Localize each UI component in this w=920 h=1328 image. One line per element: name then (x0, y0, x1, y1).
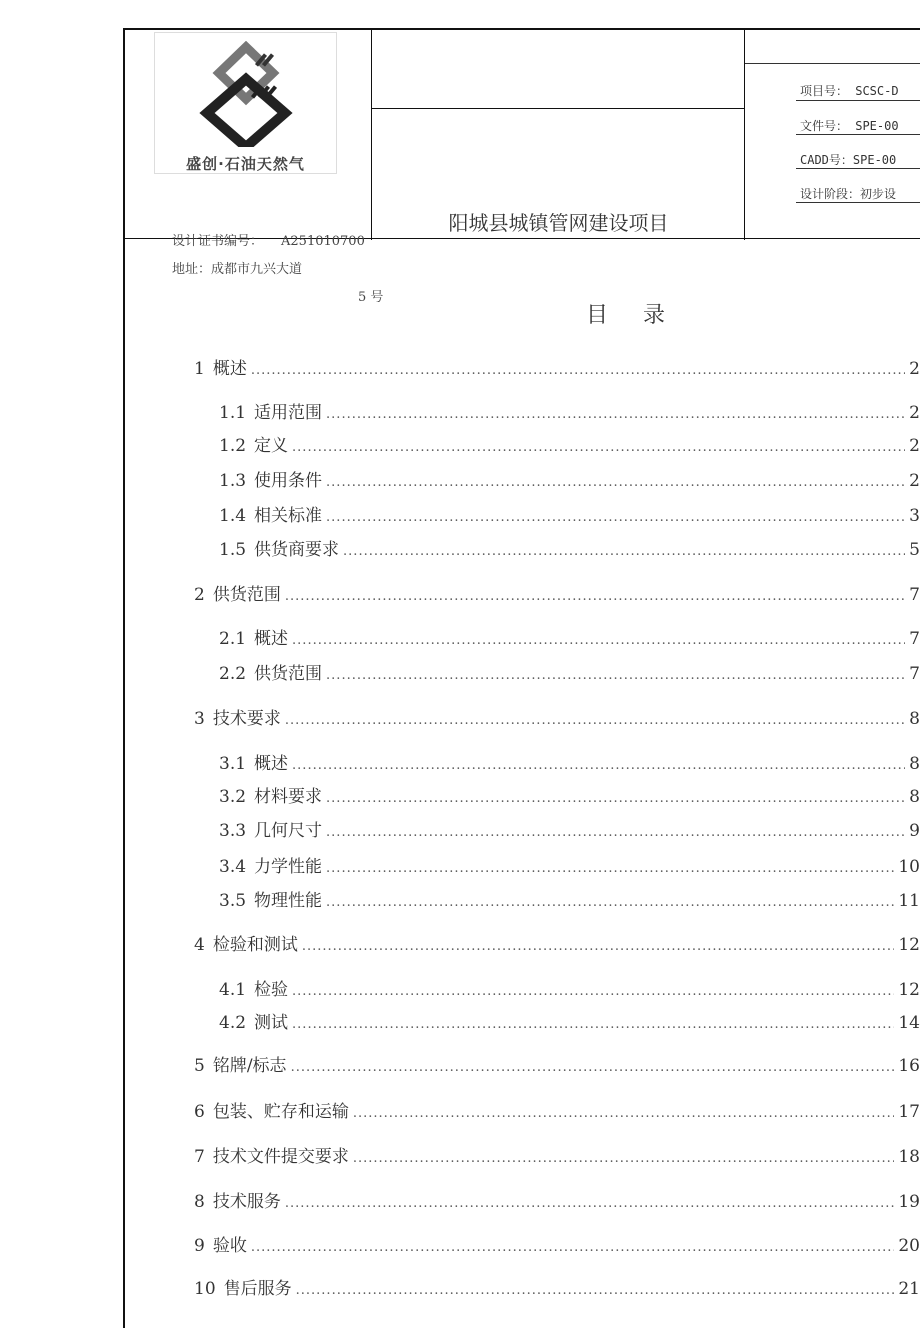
file-number: 文件号： SPE-00 (800, 119, 899, 133)
toc-entry[interactable] (219, 786, 920, 810)
toc-entry-title: 相关标准 (254, 506, 323, 526)
toc-entry-number: 2 (194, 585, 205, 605)
toc-entry-page: 19 (898, 1192, 920, 1212)
toc-entry-page: 10 (898, 857, 920, 877)
toc-leader-dots (326, 892, 894, 914)
toc-entry[interactable] (219, 979, 920, 1003)
toc-entry-page: 18 (898, 1147, 920, 1167)
toc-leader-dots (326, 788, 905, 810)
toc-entry-number: 6 (194, 1102, 205, 1122)
toc-entry-title: 检验 (254, 980, 289, 1000)
toc-entry[interactable] (219, 505, 920, 529)
toc-entry-page: 5 (909, 540, 920, 560)
toc-leader-dots (326, 404, 905, 426)
toc-entry-number: 3 (194, 709, 205, 729)
toc-entry[interactable] (219, 539, 920, 563)
toc-entry[interactable] (194, 934, 920, 958)
toc-entry[interactable] (219, 628, 920, 652)
toc-entry[interactable] (219, 856, 920, 880)
toc-entry[interactable] (194, 1235, 920, 1259)
cert-number: A251010700 (281, 234, 365, 249)
address: 地址：成都市九兴大道 (172, 262, 303, 277)
toc-entry-number: 9 (194, 1236, 205, 1256)
toc-entry-page: 8 (909, 709, 920, 729)
toc-leader-dots (251, 1237, 895, 1259)
toc-entry-title: 概述 (254, 754, 289, 774)
toc-entry-title: 概述 (254, 629, 289, 649)
toc-entry-number: 3.5 (219, 891, 247, 911)
toc-entry-number: 1.4 (219, 506, 247, 526)
toc-entry-number: 1 (194, 359, 205, 379)
toc-entry[interactable] (194, 708, 920, 732)
toc-entry-title: 定义 (254, 436, 289, 456)
toc-entry-number: 1.2 (219, 436, 247, 456)
toc-entry-title: 供货范围 (254, 664, 323, 684)
toc-entry-page: 7 (909, 629, 920, 649)
toc-entry-page: 7 (909, 585, 920, 605)
toc-entry-page: 2 (909, 359, 920, 379)
toc-entry-page: 7 (909, 664, 920, 684)
toc-entry-title: 检验和测试 (212, 935, 298, 955)
toc-leader-dots (326, 858, 894, 880)
toc-entry-number: 3.3 (219, 821, 247, 841)
toc-entry-title: 使用条件 (254, 471, 323, 491)
toc-entry-title: 售后服务 (223, 1279, 292, 1299)
toc-entry-page: 8 (909, 754, 920, 774)
toc-leader-dots (251, 360, 905, 382)
toc-leader-dots (326, 472, 905, 494)
toc-entry-number: 3.4 (219, 857, 247, 877)
toc-entry-title: 技术要求 (212, 709, 281, 729)
toc-entry-page: 9 (909, 821, 920, 841)
logo-text: 盛创·石油天然气 (186, 155, 305, 173)
toc-entry[interactable] (219, 402, 920, 426)
toc-entry-title: 概述 (212, 359, 247, 379)
toc-leader-dots (353, 1103, 895, 1125)
toc-entry[interactable] (194, 1191, 920, 1215)
design-stage: 设计阶段：初步设 (800, 187, 897, 201)
toc-entry-page: 2 (909, 436, 920, 456)
toc-entry-page: 16 (898, 1056, 920, 1076)
toc-entry-title: 包装、贮存和运输 (212, 1102, 349, 1122)
toc-entry-number: 3.2 (219, 787, 247, 807)
toc-leader-dots (292, 755, 905, 777)
toc-entry-title: 力学性能 (254, 857, 323, 877)
toc-entry-page: 11 (898, 891, 920, 911)
toc-leader-dots (285, 586, 905, 608)
toc-entry[interactable] (219, 470, 920, 494)
toc-entry-number: 2.2 (219, 664, 247, 684)
toc-entry-number: 3.1 (219, 754, 247, 774)
toc-entry-page: 2 (909, 471, 920, 491)
project-title: 阳城县城镇管网建设项目 (448, 211, 669, 235)
toc-entry-page: 8 (909, 787, 920, 807)
toc-entry[interactable] (194, 584, 920, 608)
toc-entry[interactable] (194, 358, 920, 382)
toc-entry[interactable] (219, 820, 920, 844)
toc-entry-title: 验收 (212, 1236, 247, 1256)
toc-leader-dots (326, 665, 905, 687)
toc-leader-dots (302, 936, 895, 958)
toc-leader-dots (296, 1280, 895, 1302)
toc-leader-dots (292, 630, 905, 652)
cadd-number: CADD号：SPE-00 (800, 153, 897, 167)
toc-entry[interactable] (219, 663, 920, 687)
toc-entry-page: 12 (898, 980, 920, 1000)
toc-leader-dots (285, 1193, 895, 1215)
toc-entry-number: 1.1 (219, 403, 247, 423)
toc-entry-page: 21 (898, 1279, 920, 1299)
toc-leader-dots (291, 1057, 895, 1079)
toc-entry-number: 1.5 (219, 540, 247, 560)
toc-entry-page: 2 (909, 403, 920, 423)
toc-entry-title: 物理性能 (254, 891, 323, 911)
toc-entry-title: 供货范围 (212, 585, 281, 605)
toc-entry-title: 供货商要求 (254, 540, 340, 560)
toc-entry[interactable] (194, 1278, 920, 1302)
toc-entry[interactable] (194, 1101, 920, 1125)
toc-leader-dots (343, 541, 905, 563)
toc-entry[interactable] (194, 1146, 920, 1170)
toc-leader-dots (292, 437, 905, 459)
toc-entry-number: 2.1 (219, 629, 247, 649)
toc-entry-number: 10 (194, 1279, 216, 1299)
toc-entry-page: 20 (898, 1236, 920, 1256)
toc-leader-dots (326, 507, 905, 529)
toc-entry-number: 4 (194, 935, 205, 955)
toc-entry-title: 测试 (254, 1013, 289, 1033)
toc-entry-number: 1.3 (219, 471, 247, 491)
toc-leader-dots (292, 981, 894, 1003)
toc-entry-title: 技术服务 (212, 1192, 281, 1212)
toc-entry-number: 8 (194, 1192, 205, 1212)
toc-entry-number: 7 (194, 1147, 205, 1167)
cert-label: 设计证书编号： (172, 234, 264, 249)
toc-entry-number: 4.2 (219, 1013, 247, 1033)
toc-entry[interactable] (219, 1012, 920, 1036)
toc-entry-title: 材料要求 (254, 787, 323, 807)
toc-entry[interactable] (194, 1055, 920, 1079)
toc-entry-page: 17 (898, 1102, 920, 1122)
toc-leader-dots (326, 822, 905, 844)
toc-entry-title: 几何尺寸 (254, 821, 323, 841)
toc-entry-number: 5 (194, 1056, 205, 1076)
toc-entry-title: 适用范围 (254, 403, 323, 423)
toc-entry-page: 3 (909, 506, 920, 526)
toc-leader-dots (292, 1014, 894, 1036)
toc-heading: 目 录 (586, 303, 679, 328)
toc-entry-number: 4.1 (219, 980, 247, 1000)
toc-entry-title: 铭牌/标志 (212, 1056, 287, 1076)
toc-leader-dots (285, 710, 905, 732)
toc-entry-title: 技术文件提交要求 (212, 1147, 349, 1167)
address-number: 5 号 (358, 290, 384, 305)
toc-entry[interactable] (219, 435, 920, 459)
toc-entry-page: 12 (898, 935, 920, 955)
toc-entry[interactable] (219, 890, 920, 914)
project-number: 项目号： SCSC-D (800, 84, 899, 98)
toc-entry[interactable] (219, 753, 920, 777)
toc-leader-dots (353, 1148, 895, 1170)
toc-entry-page: 14 (898, 1013, 920, 1033)
